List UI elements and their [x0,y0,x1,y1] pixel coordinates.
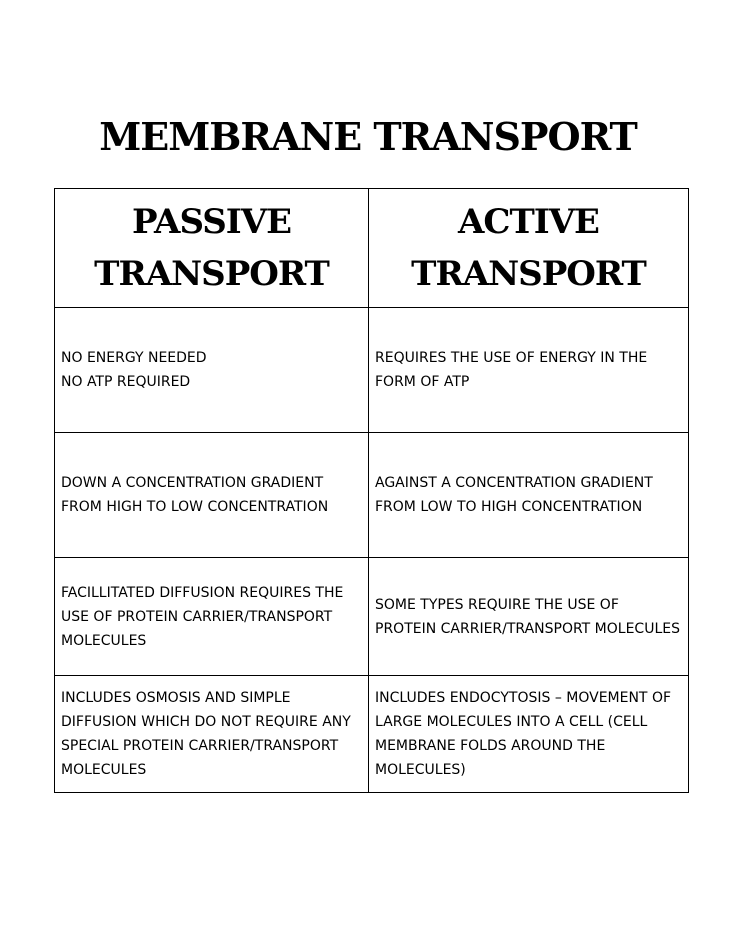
cell-passive-gradient: DOWN A CONCENTRATION GRADIENT FROM HIGH TO LOW CONCENTRATION [55,433,369,558]
table-header-row [55,189,689,308]
header-active-line2: TRANSPORT [411,254,646,294]
header-passive-line2: TRANSPORT [94,254,329,294]
table-row [55,676,689,793]
table-row [55,558,689,676]
header-passive-line1: PASSIVE [131,202,292,242]
cell-active-energy: REQUIRES THE USE OF ENERGY IN THE FORM OF ATP [369,308,689,433]
comparison-table-container [54,188,688,793]
cell-passive-carriers: FACILLITATED DIFFUSION REQUIRES THE USE OF PROTEIN CARRIER/TRANSPORT MOLECULES [55,558,369,676]
cell-active-gradient: AGAINST A CONCENTRATION GRADIENT FROM LOW TO HIGH CONCENTRATION [369,433,689,558]
cell-passive-examples: INCLUDES OSMOSIS AND SIMPLE DIFFUSION WHICH DO NOT REQUIRE ANY SPECIAL PROTEIN CARRIER/TRANSPORT MOLECULES [55,676,369,793]
header-active-line1: ACTIVE [458,202,599,242]
comparison-table [54,188,689,793]
cell-active-examples: INCLUDES ENDOCYTOSIS – MOVEMENT OF LARGE MOLECULES INTO A CELL (CELL MEMBRANE FOLDS AROUND THE MOLECULES) [369,676,689,793]
header-active-transport [369,189,689,308]
cell-passive-energy: NO ENERGY NEEDED NO ATP REQUIRED [55,308,369,433]
page-title: MEMBRANE TRANSPORT [99,114,637,160]
header-passive-transport [55,189,369,308]
table-row [55,308,689,433]
table-row [55,433,689,558]
cell-active-carriers: SOME TYPES REQUIRE THE USE OF PROTEIN CARRIER/TRANSPORT MOLECULES [369,558,689,676]
